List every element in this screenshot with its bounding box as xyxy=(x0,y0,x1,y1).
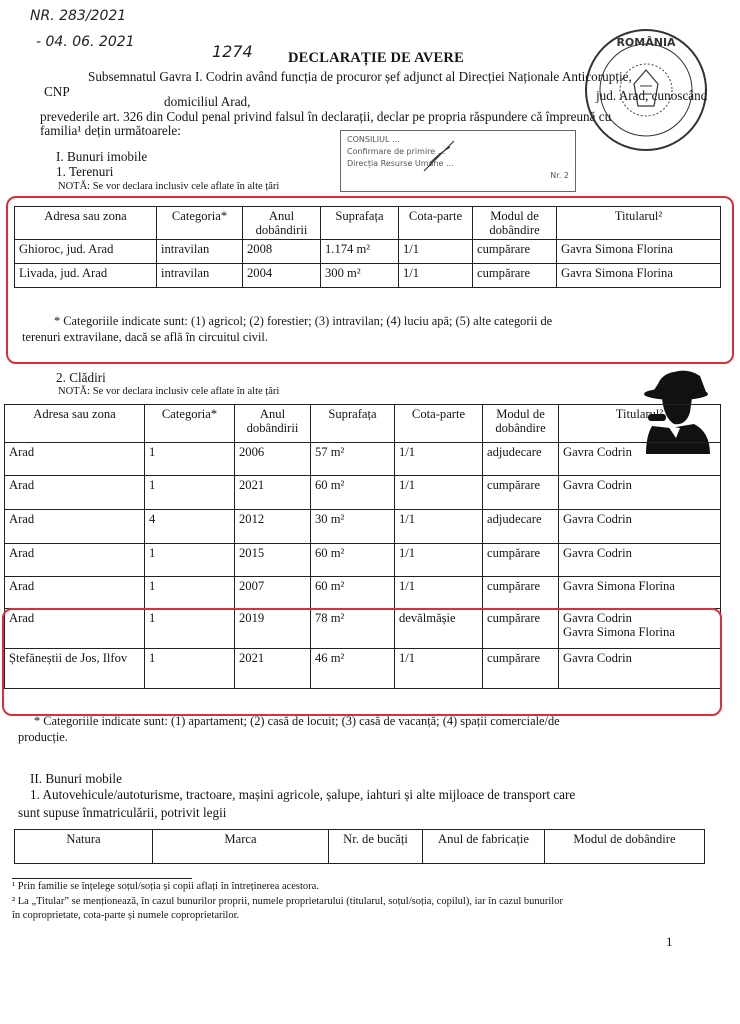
col-header: Anul de fabricație xyxy=(423,830,545,864)
table-cell: 1/1 xyxy=(395,443,483,476)
table-cell: 46 m² xyxy=(311,649,395,689)
registration-number: NR. 283/2021 xyxy=(30,8,127,24)
buildings-categories-note-1: * Categoriile indicate sunt: (1) apartament; (2) casă de locuit; (3) casă de vacanță; (4) spații comerciale/de xyxy=(34,714,560,728)
table-cell: 1 xyxy=(145,649,235,689)
col-header: Suprafața xyxy=(321,207,399,240)
table-cell: Arad xyxy=(5,544,145,577)
table-cell: 2015 xyxy=(235,544,311,577)
table-cell: 2004 xyxy=(243,264,321,288)
table-cell: 1/1 xyxy=(395,544,483,577)
intro-line-3: prevederile art. 326 din Codul penal privind falsul în declarații, declar pe propria răspundere că împreună cu xyxy=(40,109,612,124)
vehicles-table xyxy=(14,829,705,864)
table-cell: Livada, jud. Arad xyxy=(15,264,157,288)
section-ii-sub1-line2: sunt supuse înmatriculării, potrivit legii xyxy=(18,805,227,820)
table-cell: 30 m² xyxy=(311,510,395,544)
footnote-separator xyxy=(12,878,192,879)
table-cell: Gavra Codrin xyxy=(559,510,721,544)
table-cell: cumpărare xyxy=(483,609,559,649)
page-number: 1 xyxy=(666,934,673,949)
section-i-note1: NOTĂ: Se vor declara inclusiv cele aflate în alte țări xyxy=(58,181,280,192)
table-row xyxy=(5,443,721,476)
table-cell: 2006 xyxy=(235,443,311,476)
section-i-sub1: 1. Terenuri xyxy=(56,164,114,179)
table-cell: 2021 xyxy=(235,476,311,510)
col-header: Modul de dobândire xyxy=(483,405,559,443)
domicile-text: domiciliul Arad, xyxy=(164,94,251,109)
col-header: Modul de dobândire xyxy=(473,207,557,240)
land-categories-note-2: terenuri extravilane, dacă se află în circuitul civil. xyxy=(22,330,268,344)
registration-date: - 04. 06. 2021 xyxy=(36,34,135,50)
table-cell: Gavra Simona Florina xyxy=(559,577,721,609)
table-cell: cumpărare xyxy=(483,649,559,689)
table-cell: 1/1 xyxy=(395,649,483,689)
table-cell: cumpărare xyxy=(483,577,559,609)
table-cell: 2019 xyxy=(235,609,311,649)
section-i-title: I. Bunuri imobile xyxy=(56,149,148,164)
table-row xyxy=(5,476,721,510)
table-cell: Arad xyxy=(5,609,145,649)
stamp-line: Direcția Resurse Umane ... xyxy=(347,159,454,168)
col-header: Modul de dobândire xyxy=(545,830,705,864)
table-cell: 60 m² xyxy=(311,577,395,609)
table-cell: 1 xyxy=(145,443,235,476)
col-header: Natura xyxy=(15,830,153,864)
intro-line-1: Subsemnatul Gavra I. Codrin având funcția de procuror șef adjunct al Direcției Naționale Anticorupție, xyxy=(88,69,632,84)
stamp-line: Confirmare de primire ... xyxy=(347,147,446,156)
table-cell: cumpărare xyxy=(483,476,559,510)
table-cell: 60 m² xyxy=(311,544,395,577)
table-cell: Gavra Codrin Gavra Simona Florina xyxy=(559,609,721,649)
table-cell: 1/1 xyxy=(395,476,483,510)
table-cell: 2012 xyxy=(235,510,311,544)
table-cell: Arad xyxy=(5,510,145,544)
table-cell: 1 xyxy=(145,544,235,577)
signature-mark xyxy=(420,135,460,175)
col-header: Categoria* xyxy=(145,405,235,443)
stamp-line: CONSILIUL ... xyxy=(347,135,400,144)
table-cell: Gavra Codrin xyxy=(559,476,721,510)
table-cell: 1 xyxy=(145,577,235,609)
table-cell: cumpărare xyxy=(483,544,559,577)
table-cell: 78 m² xyxy=(311,609,395,649)
document-title: DECLARAȚIE DE AVERE xyxy=(288,50,464,66)
col-header: Cota-parte xyxy=(395,405,483,443)
table-cell: 60 m² xyxy=(311,476,395,510)
highlight-box-land xyxy=(6,196,734,364)
vehicles-table-header xyxy=(15,830,705,864)
footnote-1: ¹ Prin familie se înțelege soțul/soția și copii aflați în întreținerea acestora. xyxy=(12,881,319,892)
table-cell: 1.174 m² xyxy=(321,240,399,264)
table-cell: 2007 xyxy=(235,577,311,609)
col-header: Nr. de bucăți xyxy=(329,830,423,864)
buildings-categories-note-2: producție. xyxy=(18,730,68,744)
table-cell: adjudecare xyxy=(483,443,559,476)
table-cell: Arad xyxy=(5,577,145,609)
col-header: Anul dobândirii xyxy=(235,405,311,443)
stamp-line: Nr. 2 xyxy=(550,171,569,180)
table-row xyxy=(5,510,721,544)
buildings-table-header xyxy=(5,405,721,443)
table-row xyxy=(5,544,721,577)
table-cell: intravilan xyxy=(157,264,243,288)
table-cell: intravilan xyxy=(157,240,243,264)
table-cell: 1/1 xyxy=(395,510,483,544)
col-header: Adresa sau zona xyxy=(15,207,157,240)
table-cell: 1/1 xyxy=(399,264,473,288)
table-cell: Gavra Simona Florina xyxy=(557,240,721,264)
table-cell: 4 xyxy=(145,510,235,544)
table-cell: cumpărare xyxy=(473,264,557,288)
col-header: Cota-parte xyxy=(399,207,473,240)
table-row xyxy=(5,577,721,609)
intro-line-4: familia¹ dețin următoarele: xyxy=(40,123,181,138)
col-header: Suprafața xyxy=(311,405,395,443)
section-ii-sub1-line1: 1. Autovehicule/autoturisme, tractoare, mașini agricole, șalupe, iahturi și alte mijloace de transport care xyxy=(30,787,576,802)
section-ii-title: II. Bunuri mobile xyxy=(30,771,122,786)
col-header: Anul dobândirii xyxy=(243,207,321,240)
highlight-box-buildings xyxy=(2,608,722,716)
table-cell: Ghioroc, jud. Arad xyxy=(15,240,157,264)
col-header: Categoria* xyxy=(157,207,243,240)
section-i-sub2: 2. Clădiri xyxy=(56,370,106,385)
table-cell: 300 m² xyxy=(321,264,399,288)
table-cell: 1/1 xyxy=(399,240,473,264)
table-cell: Arad xyxy=(5,476,145,510)
table-cell: Gavra Simona Florina xyxy=(557,264,721,288)
footnote-2-line-2: în coproprietate, cota-parte și numele coproprietarilor. xyxy=(12,910,240,921)
table-cell: Gavra Codrin xyxy=(559,649,721,689)
table-cell: Gavra Codrin xyxy=(559,443,721,476)
table-cell: 1 xyxy=(145,476,235,510)
table-cell: 2021 xyxy=(235,649,311,689)
land-categories-note-1: * Categoriile indicate sunt: (1) agricol; (2) forestier; (3) intravilan; (4) luciu apă; (5) alte categorii de xyxy=(54,314,553,328)
table-cell: 1/1 xyxy=(395,577,483,609)
table-cell: devălmășie xyxy=(395,609,483,649)
intro-line-2-right: jud. Arad, cunoscând xyxy=(596,88,708,103)
col-header: Adresa sau zona xyxy=(5,405,145,443)
footnote-2-line-1: ² La „Titular” se menționează, în cazul bunurilor proprii, numele proprietarului (titularul, soțul/soția, copilul), iar în cazul bunurilor xyxy=(12,896,563,907)
table-cell: 57 m² xyxy=(311,443,395,476)
table-cell: adjudecare xyxy=(483,510,559,544)
table-cell: Arad xyxy=(5,443,145,476)
cnp-label: CNP xyxy=(44,84,70,99)
col-header: Titularul² xyxy=(559,405,721,443)
table-cell: Ștefăneștii de Jos, Ilfov xyxy=(5,649,145,689)
col-header: Titularul² xyxy=(557,207,721,240)
svg-text:ROMÂNIA: ROMÂNIA xyxy=(616,36,676,49)
col-header: Marca xyxy=(153,830,329,864)
table-cell: cumpărare xyxy=(473,240,557,264)
table-cell: Gavra Codrin xyxy=(559,544,721,577)
table-cell: 1 xyxy=(145,609,235,649)
table-cell: 2008 xyxy=(243,240,321,264)
section-i-note2: NOTĂ: Se vor declara inclusiv cele aflate în alte țări xyxy=(58,386,280,397)
handwritten-number: 1274 xyxy=(212,42,253,61)
